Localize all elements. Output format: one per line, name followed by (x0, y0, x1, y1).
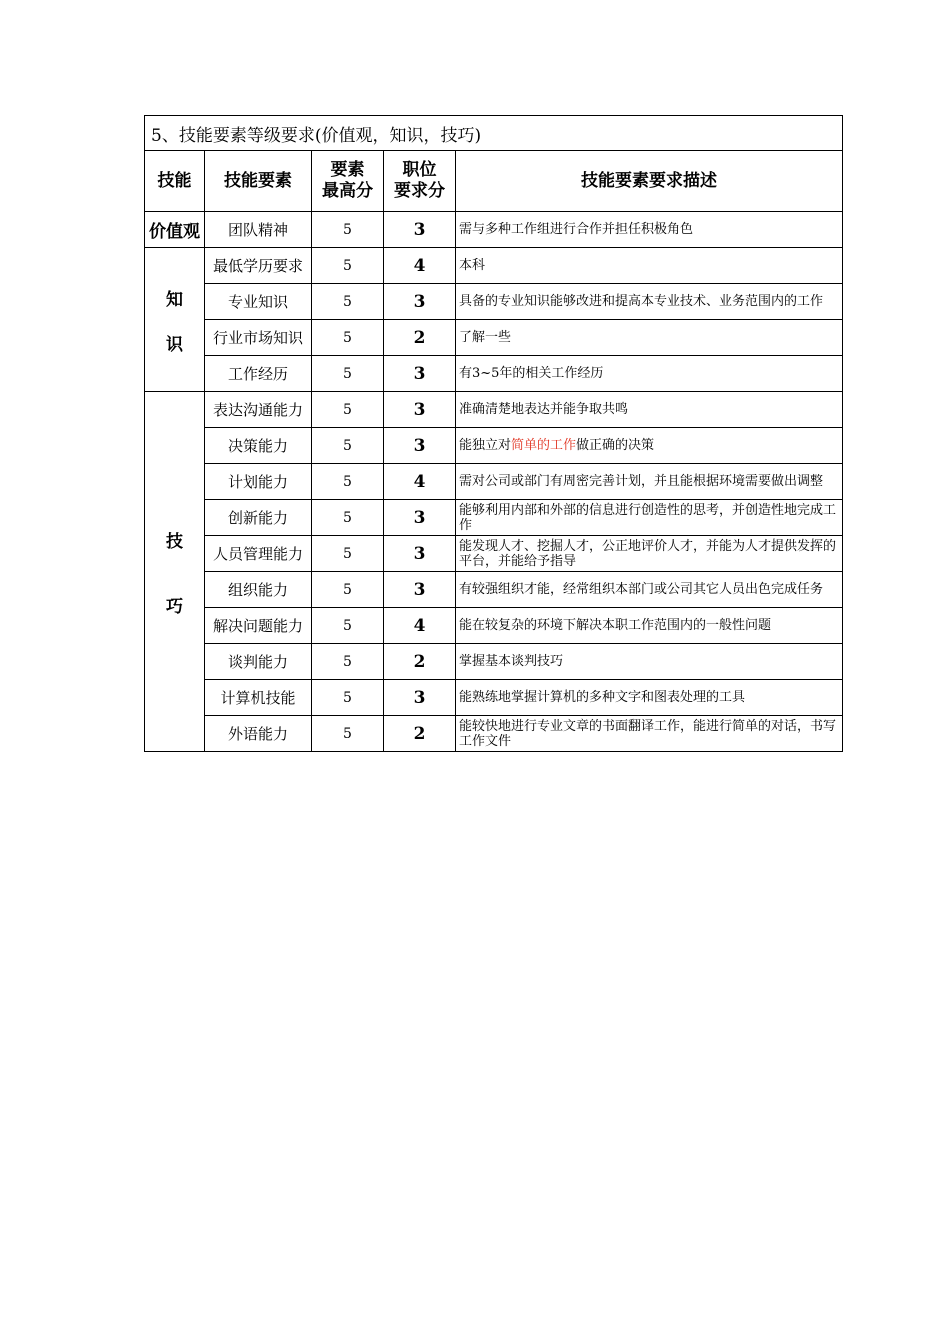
required-score-cell: 2 (384, 320, 456, 356)
category-skills-char1: 技 (166, 531, 183, 552)
description-cell: 有3~5年的相关工作经历 (456, 356, 843, 392)
required-score-cell: 3 (384, 500, 456, 536)
table-row (145, 716, 843, 752)
max-score-cell: 5 (312, 356, 384, 392)
required-score-cell: 3 (384, 212, 456, 248)
max-score-cell: 5 (312, 572, 384, 608)
element-cell: 计算机技能 (205, 680, 312, 716)
max-score-cell: 5 (312, 716, 384, 752)
required-score-cell: 3 (384, 536, 456, 572)
table-row (145, 248, 843, 284)
header-description: 技能要素要求描述 (456, 151, 843, 212)
description-cell: 能熟练地掌握计算机的多种文字和图表处理的工具 (456, 680, 843, 716)
max-score-cell: 5 (312, 248, 384, 284)
description-cell: 能够利用内部和外部的信息进行创造性的思考，并创造性地完成工作 (456, 500, 843, 536)
section-title: 5、技能要素等级要求(价值观，知识，技巧) (145, 116, 843, 151)
max-score-cell: 5 (312, 392, 384, 428)
max-score-cell: 5 (312, 212, 384, 248)
header-req-line1: 职位 (402, 160, 437, 180)
max-score-cell: 5 (312, 644, 384, 680)
description-cell: 准确清楚地表达并能争取共鸣 (456, 392, 843, 428)
description-cell: 能在较复杂的环境下解决本职工作范围内的一般性问题 (456, 608, 843, 644)
element-cell: 外语能力 (205, 716, 312, 752)
element-cell: 表达沟通能力 (205, 392, 312, 428)
description-cell: 能发现人才、挖掘人才，公正地评价人才，并能为人才提供发挥的平台，并能给予指导 (456, 536, 843, 572)
table-row (145, 320, 843, 356)
description-cell: 需对公司或部门有周密完善计划，并且能根据环境需要做出调整 (456, 464, 843, 500)
description-highlight: 简单的工作 (511, 438, 577, 453)
table-row (145, 284, 843, 320)
table-row (145, 572, 843, 608)
description-cell: 掌握基本谈判技巧 (456, 644, 843, 680)
header-required-score (384, 151, 456, 212)
element-cell: 创新能力 (205, 500, 312, 536)
category-knowledge-char1: 知 (166, 289, 183, 310)
table-row (145, 392, 843, 428)
description-cell: 需与多种工作组进行合作并担任积极角色 (456, 212, 843, 248)
category-skills (145, 392, 205, 752)
description-cell: 具备的专业知识能够改进和提高本专业技术、业务范围内的工作 (456, 284, 843, 320)
table-row (145, 212, 843, 248)
max-score-cell: 5 (312, 500, 384, 536)
element-cell: 人员管理能力 (205, 536, 312, 572)
table-row (145, 464, 843, 500)
max-score-cell: 5 (312, 284, 384, 320)
max-score-cell: 5 (312, 428, 384, 464)
description-cell (456, 428, 843, 464)
category-values: 价值观 (145, 212, 205, 248)
element-cell: 工作经历 (205, 356, 312, 392)
element-cell: 最低学历要求 (205, 248, 312, 284)
required-score-cell: 2 (384, 644, 456, 680)
element-cell: 专业知识 (205, 284, 312, 320)
description-cell: 有较强组织才能，经常组织本部门或公司其它人员出色完成任务 (456, 572, 843, 608)
header-max-line2: 最高分 (322, 181, 373, 201)
category-skills-char2: 巧 (166, 596, 183, 617)
max-score-cell: 5 (312, 320, 384, 356)
required-score-cell: 4 (384, 608, 456, 644)
table-row (145, 428, 843, 464)
required-score-cell: 4 (384, 464, 456, 500)
required-score-cell: 3 (384, 356, 456, 392)
element-cell: 团队精神 (205, 212, 312, 248)
description-prefix: 能独立对 (459, 438, 512, 453)
table-row (145, 500, 843, 536)
header-category: 技能 (145, 151, 205, 212)
header-element: 技能要素 (205, 151, 312, 212)
element-cell: 谈判能力 (205, 644, 312, 680)
max-score-cell: 5 (312, 464, 384, 500)
max-score-cell: 5 (312, 608, 384, 644)
header-max-line1: 要素 (330, 160, 365, 180)
required-score-cell: 4 (384, 248, 456, 284)
required-score-cell: 3 (384, 572, 456, 608)
required-score-cell: 3 (384, 392, 456, 428)
required-score-cell: 3 (384, 680, 456, 716)
description-cell: 能较快地进行专业文章的书面翻译工作，能进行简单的对话，书写工作文件 (456, 716, 843, 752)
required-score-cell: 3 (384, 428, 456, 464)
max-score-cell: 5 (312, 680, 384, 716)
header-req-line2: 要求分 (394, 181, 445, 201)
element-cell: 决策能力 (205, 428, 312, 464)
description-cell: 本科 (456, 248, 843, 284)
description-cell: 了解一些 (456, 320, 843, 356)
table-row (145, 536, 843, 572)
element-cell: 解决问题能力 (205, 608, 312, 644)
element-cell: 组织能力 (205, 572, 312, 608)
description-suffix: 做正确的决策 (576, 438, 655, 453)
category-knowledge-char2: 识 (166, 334, 183, 355)
table-row (145, 608, 843, 644)
required-score-cell: 3 (384, 284, 456, 320)
element-cell: 行业市场知识 (205, 320, 312, 356)
table-row (145, 356, 843, 392)
category-knowledge (145, 248, 205, 392)
table-row (145, 644, 843, 680)
header-max-score (312, 151, 384, 212)
skill-requirements-table (144, 115, 843, 752)
required-score-cell: 2 (384, 716, 456, 752)
element-cell: 计划能力 (205, 464, 312, 500)
table-row (145, 680, 843, 716)
max-score-cell: 5 (312, 536, 384, 572)
